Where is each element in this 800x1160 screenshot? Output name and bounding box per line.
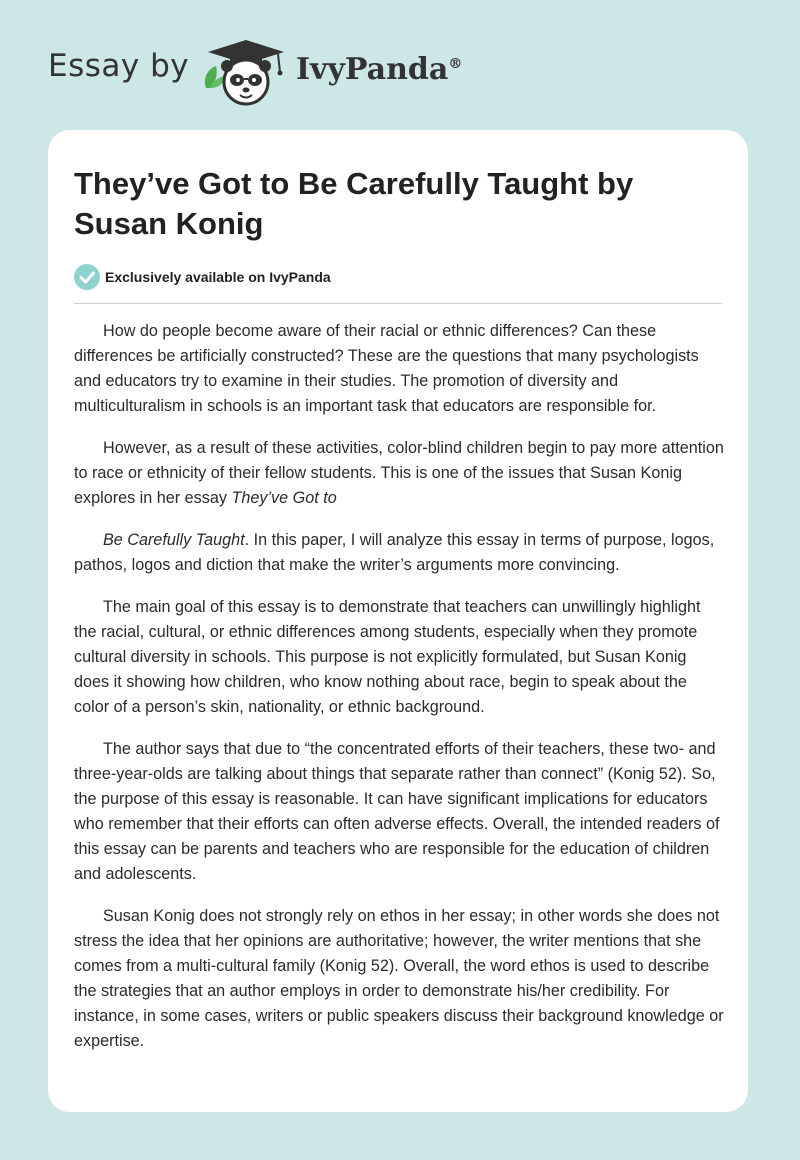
paragraph-5: The author says that due to “the concentrated efforts of their teachers, these two- and three-year-olds are talking about things that separate rather than connect” (Konig 52). So, the purpose of this essay is reasonable. It can have significant implications for educators who remember that their efforts can often adverse effects. Overall, the intended readers of this essay can be parents and teachers who are responsible for the education of children and adolescents. [74,740,720,883]
essay-by-label: Essay by [48,48,190,84]
paragraph-1: How do people become aware of their racial or ethnic differences? Can these differences be artificially constructed? These are the questions that many psychologists and educators try to examine in their studies. The promotion of diversity and multiculturalism in schools is an important task that educators are responsible for. [74,322,699,415]
essay-body [74,319,724,1071]
brand-name[interactable] [296,52,462,87]
exclusive-label: Exclusively available on IvyPanda [105,269,331,285]
brand-text: IvyPanda [296,52,449,87]
paragraph-2-italic: They’ve Got to [231,489,337,507]
paragraph-3-italic: Be Carefully Taught [103,531,245,549]
page-title: They’ve Got to Be Carefully Taught by Susan Konig [74,166,634,241]
panda-logo-icon[interactable] [200,36,292,108]
divider [74,303,722,304]
registered-mark: ® [448,56,463,72]
paragraph-6: Susan Konig does not strongly rely on ethos in her essay; in other words she does not stress the idea that her opinions are authoritative; however, the writer mentions that she comes from a multi-cultural family (Konig 52). Overall, the word ethos is used to describe the strategies that an author employs in order to demonstrate his/her credibility. For instance, in some cases, writers or public speakers discuss their background knowledge or expertise. [74,907,724,1050]
paragraph-3 [74,528,724,578]
paragraph-2 [74,436,724,511]
check-icon [74,264,100,290]
exclusive-badge [74,264,574,290]
essay-card [48,130,748,1112]
site-header [0,0,800,130]
paragraph-2-text: However, as a result of these activities, color-blind children begin to pay more attention to race or ethnicity of their fellow students. This is one of the issues that Susan Konig explores in her essay [74,439,724,507]
paragraph-4: The main goal of this essay is to demonstrate that teachers can unwillingly highlight the racial, cultural, or ethnic differences among students, especially when they promote cultural diversity in schools. This purpose is not explicitly formulated, but Susan Konig does it showing how children, who know nothing about race, begin to speak about the color of a person’s skin, nationality, or ethnic background. [74,598,701,716]
paragraph-3-text: . In this paper, I will analyze this essay in terms of purpose, logos, pathos, logos and diction that make the writer’s arguments more convincing. [74,531,715,574]
